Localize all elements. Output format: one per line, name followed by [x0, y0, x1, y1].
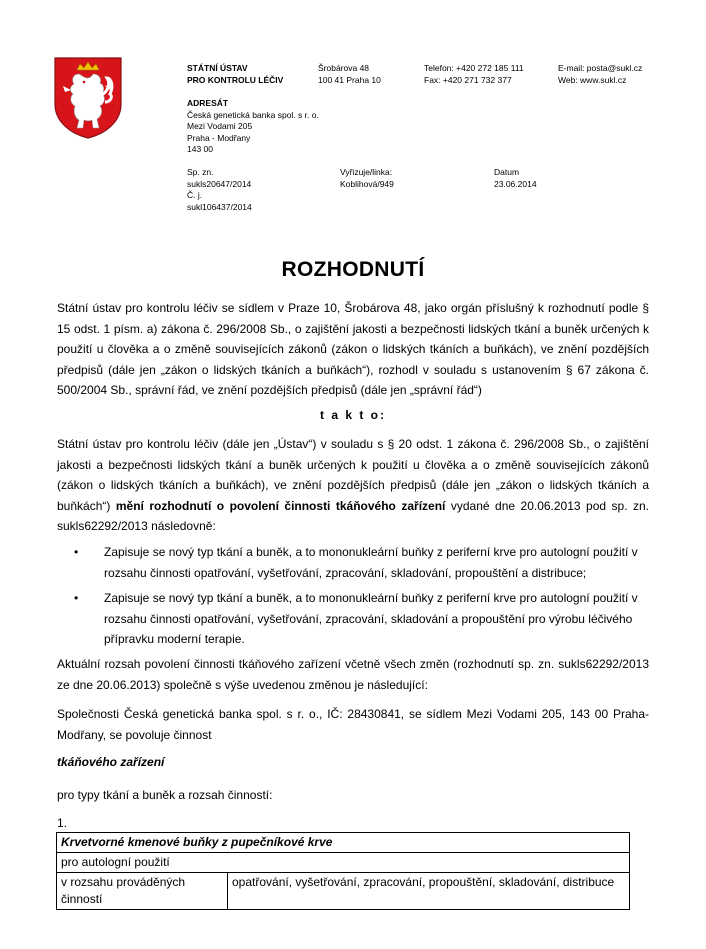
table-row	[57, 853, 630, 873]
intro-paragraph: Státní ústav pro kontrolu léčiv se sídlem v Praze 10, Šrobárova 48, jako orgán příslušný k rozhodnutí podle § 15 odst. 1 písm. a) zákona č. 296/2008 Sb., o zajištění jakosti a bezpečnosti lidských tkání a buněk určených k použití u člověka a o změně souvisejících zákonů (zákon o lidských tkáních a buňkách), ve znění pozdějších předpisů (dále jen „zákon o lidských tkáních a buňkách“), rozhodl v souladu s ustanovením § 67 zákona č. 500/2004 Sb., správní řád, ve znění pozdějších předpisů (dále jen „správní řád“)	[57, 301, 649, 397]
document-date: Datum 23.06.2014	[494, 167, 537, 189]
file-reference: Sp. zn. sukls20647/2014 Č. j. sukl106437/2014	[187, 167, 252, 212]
web-link[interactable]: Web: www.sukl.cz	[558, 74, 627, 85]
takto-heading: t a k t o:	[319, 408, 386, 422]
institution-phone-fax: Telefon: +420 272 185 111 Fax: +420 271 732 377	[424, 63, 524, 85]
document-title: ROZHODNUTÍ	[281, 258, 425, 281]
list-item: • Zapisuje se nový typ tkání a buněk, a to mononukleární buňky z periferní krve pro autologní použití v rozsahu činnosti opatřování, vyšetřování, zpracování, skladování a propouštění pro výrobu léčivého přípravku moderní terapie.	[57, 588, 649, 650]
bullet-icon: •	[74, 545, 79, 559]
table-row	[57, 873, 630, 910]
bullet-icon: •	[74, 591, 79, 605]
table-scope-label: v rozsahu prováděných činností	[57, 873, 228, 910]
institution-address: Šrobárova 48 100 41 Praha 10	[318, 63, 381, 85]
coat-of-arms-logo	[53, 56, 123, 140]
table-scope-value: opatřování, vyšetřování, zpracování, propouštění, skladování, distribuce	[228, 873, 630, 910]
item-number: 1.	[57, 816, 68, 830]
email-link[interactable]: E-mail: posta@sukl.cz	[558, 63, 643, 73]
table-row	[57, 833, 630, 853]
types-intro: pro typy tkání a buněk a rozsah činností:	[57, 788, 273, 802]
facility-label: tkáňového zařízení	[57, 755, 165, 769]
tissue-table	[56, 832, 630, 910]
table-use: pro autologní použití	[57, 853, 630, 873]
institution-name: STÁTNÍ ÚSTAV PRO KONTROLU LÉČIV	[187, 63, 284, 85]
decision-bold: mění rozhodnutí o povolení činnosti tkáňového zařízení	[115, 498, 446, 513]
addressee-block: ADRESÁT Česká genetická banka spol. s r. o. Mezi Vodami 205 Praha - Modřany 143 00	[187, 98, 319, 154]
change-list	[57, 542, 649, 655]
company-paragraph: Společnosti Česká genetická banka spol. s r. o., IČ: 28430841, se sídlem Mezi Vodami 205, 143 00 Praha-Modřany, se povoluje činnost	[57, 707, 649, 742]
table-heading: Krvetvorné kmenové buňky z pupečníkové krve	[57, 833, 630, 853]
current-scope-paragraph: Aktuální rozsah povolení činnosti tkáňového zařízení včetně všech změn (rozhodnutí sp. zn. sukls62292/2013 ze dne 20.06.2013) společně s výše uvedenou změnou je následující:	[57, 657, 649, 692]
institution-contact	[558, 63, 642, 86]
handled-by: Vyřizuje/linka: Koblihová/949	[340, 167, 394, 189]
list-item: • Zapisuje se nový typ tkání a buněk, a to mononukleární buňky z periferní krve pro autologní použití v rozsahu činnosti opatřování, vyšetřování, zpracování, skladování, propouštění a distribuce;	[57, 542, 649, 583]
decision-paragraph: Státní ústav pro kontrolu léčiv (dále jen „Ústav“) v souladu s § 20 odst. 1 zákona č. 296/2008 Sb., o zajištění jakosti a bezpečnosti lidských tkání a buněk určených k použití u člověka a o změně souvisejících zákonů (zákon o lidských tkáních a buňkách), ve znění pozdějších předpisů (dále jen „zákon o lidských tkáních a buňkách“) mění rozhodnutí o povolení činnosti tkáňového zařízení vydané dne 20.06.2013 pod sp. zn. sukls62292/2013 následovně:	[57, 437, 650, 533]
